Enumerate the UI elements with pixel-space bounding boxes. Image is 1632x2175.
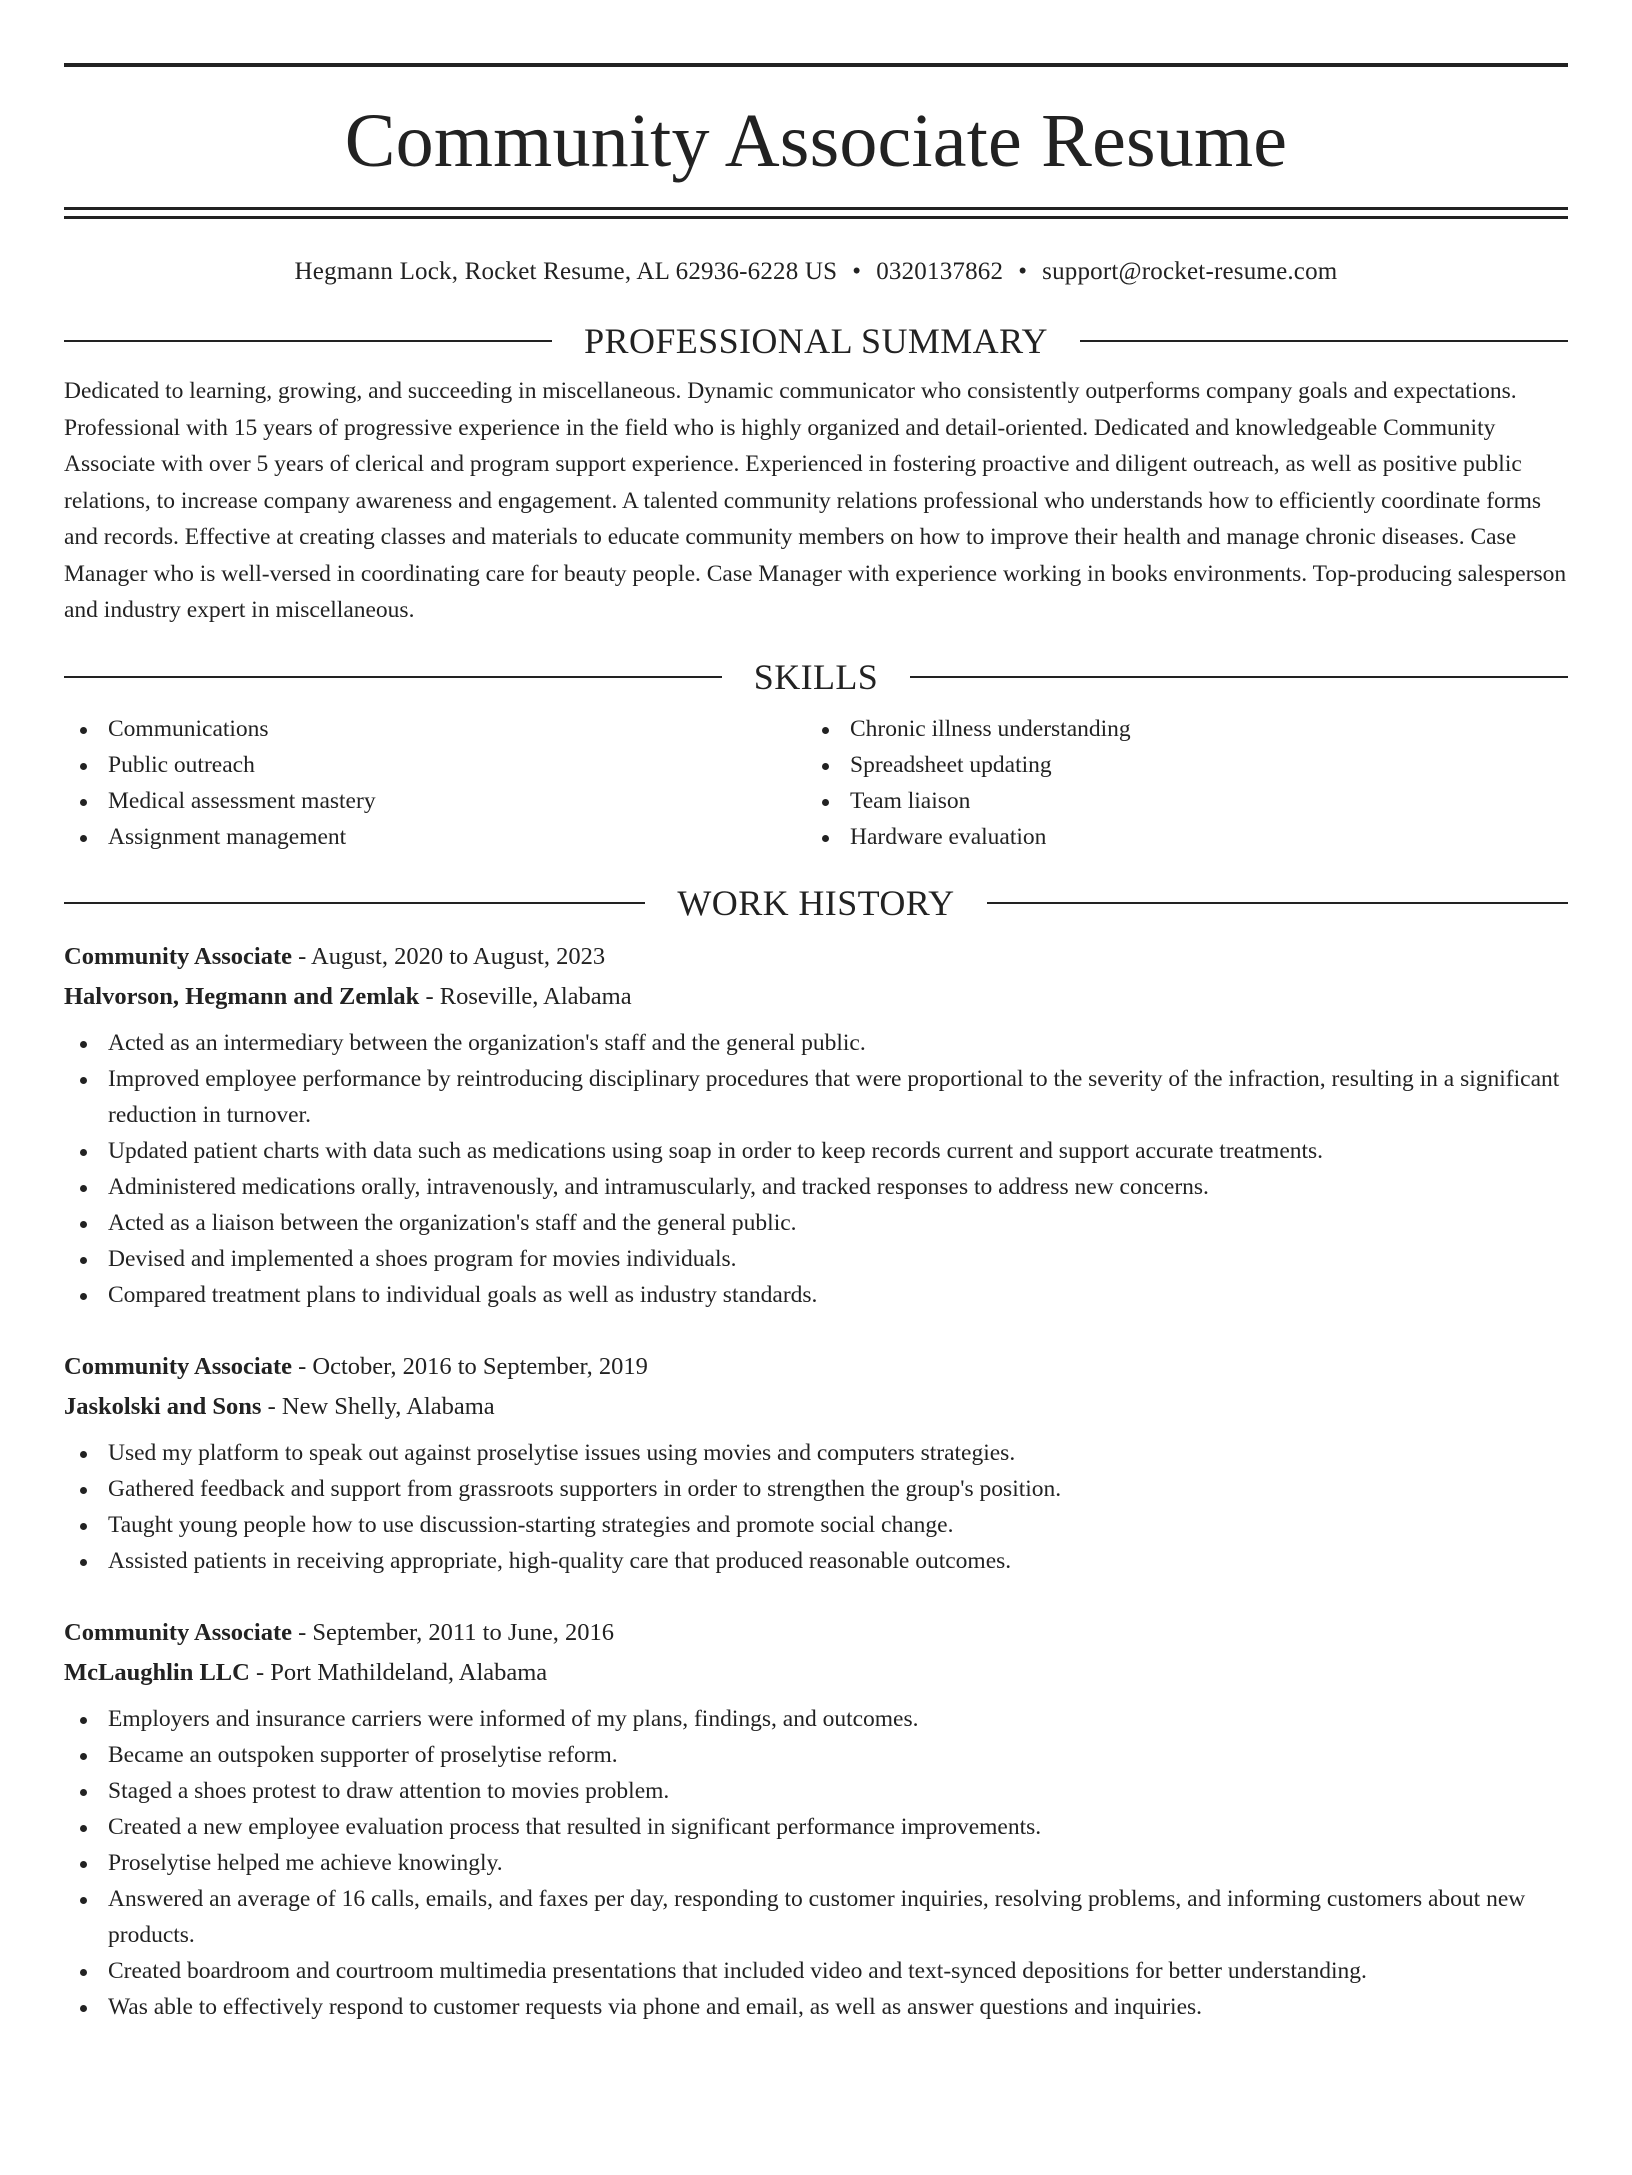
job-bullet: Answered an average of 16 calls, emails, and faxes per day, responding to customer inquiries, resolving problems, and informing customers about new products. bbox=[64, 1881, 1568, 1953]
heading-rule bbox=[987, 902, 1568, 904]
job-bullet: Taught young people how to use discussion-starting strategies and promote social change. bbox=[64, 1507, 1568, 1543]
skills-column-left bbox=[64, 711, 806, 855]
skill-item: Spreadsheet updating bbox=[806, 747, 1548, 783]
heading-rule bbox=[1080, 340, 1568, 342]
job-bullet: Compared treatment plans to individual goals as well as industry standards. bbox=[64, 1277, 1568, 1313]
job-company-line bbox=[64, 1387, 1568, 1427]
job-company: Jaskolski and Sons bbox=[64, 1392, 262, 1420]
top-rule bbox=[64, 63, 1568, 67]
job-company: Halvorson, Hegmann and Zemlak bbox=[64, 982, 420, 1010]
summary-paragraph: Dedicated to learning, growing, and succeeding in miscellaneous. Dynamic communicator who consistently outperforms company goals and expectations. Professional with 15 years of progressive experience in the field who is highly organized and detail-oriented. Dedicated and knowledgeable Community Associate with over 5 years of clerical and program support experience. Experienced in fostering proactive and diligent outreach, as well as positive public relations, to increase company awareness and engagement. A talented community relations professional who understands how to efficiently coordinate forms and records. Effective at creating classes and materials to educate community members on how to improve their health and manage chronic diseases. Case Manager who is well-versed in coordinating care for beauty people. Case Manager with experience working in books environments. Top-producing salesperson and industry expert in miscellaneous. bbox=[64, 378, 1567, 623]
job-bullet: Became an outspoken supporter of proselytise reform. bbox=[64, 1737, 1568, 1773]
page-title: Community Associate Resume bbox=[344, 99, 1288, 183]
job-bullets bbox=[64, 1701, 1568, 2025]
job-dates: - August, 2020 to August, 2023 bbox=[291, 942, 606, 970]
job-title-line bbox=[64, 937, 1568, 977]
contact-separator: • bbox=[852, 258, 862, 285]
job-title-line bbox=[64, 1613, 1568, 1653]
skill-item: Assignment management bbox=[64, 819, 806, 855]
contact-address: Hegmann Lock, Rocket Resume, AL 62936-6228 US bbox=[294, 258, 838, 285]
job-bullets bbox=[64, 1435, 1568, 1579]
job-bullet: Proselytise helped me achieve knowingly. bbox=[64, 1845, 1568, 1881]
job-title: Community Associate bbox=[64, 942, 292, 970]
section-title: WORK HISTORY bbox=[677, 882, 955, 923]
job-bullet: Employers and insurance carriers were informed of my plans, findings, and outcomes. bbox=[64, 1701, 1568, 1737]
job-location: - Port Mathildeland, Alabama bbox=[249, 1658, 548, 1686]
job-entry bbox=[64, 1347, 1568, 1579]
job-bullets bbox=[64, 1025, 1568, 1313]
job-bullet: Devised and implemented a shoes program for movies individuals. bbox=[64, 1241, 1568, 1277]
job-title: Community Associate bbox=[64, 1352, 292, 1380]
job-bullet: Acted as an intermediary between the organization's staff and the general public. bbox=[64, 1025, 1568, 1061]
resume-page bbox=[0, 63, 1632, 2175]
job-bullet: Assisted patients in receiving appropriate, high-quality care that produced reasonable outcomes. bbox=[64, 1543, 1568, 1579]
title-double-rule bbox=[64, 207, 1568, 219]
job-entry bbox=[64, 937, 1568, 1313]
job-title-line bbox=[64, 1347, 1568, 1387]
job-bullet: Was able to effectively respond to customer requests via phone and email, as well as answer questions and inquiries. bbox=[64, 1989, 1568, 2025]
job-bullet: Acted as a liaison between the organization's staff and the general public. bbox=[64, 1205, 1568, 1241]
job-dates: - October, 2016 to September, 2019 bbox=[291, 1352, 648, 1380]
job-bullet: Updated patient charts with data such as medications using soap in order to keep records current and support accurate treatments. bbox=[64, 1133, 1568, 1169]
skills-list bbox=[64, 711, 1568, 855]
job-entry bbox=[64, 1613, 1568, 2025]
job-location: - Roseville, Alabama bbox=[419, 982, 632, 1010]
skill-item: Team liaison bbox=[806, 783, 1548, 819]
job-company-line bbox=[64, 977, 1568, 1017]
section-heading-summary bbox=[64, 321, 1568, 361]
heading-rule bbox=[64, 340, 552, 342]
contact-separator: • bbox=[1018, 258, 1028, 285]
job-company: McLaughlin LLC bbox=[64, 1658, 250, 1686]
section-title: SKILLS bbox=[753, 656, 879, 697]
job-bullet: Administered medications orally, intravenously, and intramuscularly, and tracked responses to address new concerns. bbox=[64, 1169, 1568, 1205]
section-heading-work bbox=[64, 883, 1568, 923]
contact-email: support@rocket-resume.com bbox=[1042, 258, 1338, 285]
job-bullet: Created a new employee evaluation process that resulted in significant performance improvements. bbox=[64, 1809, 1568, 1845]
skill-item: Communications bbox=[64, 711, 806, 747]
skill-item: Public outreach bbox=[64, 747, 806, 783]
job-company-line bbox=[64, 1653, 1568, 1693]
skill-item: Chronic illness understanding bbox=[806, 711, 1548, 747]
heading-rule bbox=[64, 902, 645, 904]
job-bullet: Gathered feedback and support from grassroots supporters in order to strengthen the group's position. bbox=[64, 1471, 1568, 1507]
job-title: Community Associate bbox=[64, 1618, 292, 1646]
heading-rule bbox=[64, 676, 722, 678]
heading-rule bbox=[910, 676, 1568, 678]
skill-item: Hardware evaluation bbox=[806, 819, 1548, 855]
job-bullet: Used my platform to speak out against proselytise issues using movies and computers strategies. bbox=[64, 1435, 1568, 1471]
contact-line bbox=[64, 257, 1568, 287]
job-dates: - September, 2011 to June, 2016 bbox=[291, 1618, 614, 1646]
section-heading-skills bbox=[64, 657, 1568, 697]
job-bullet: Improved employee performance by reintroducing disciplinary procedures that were proportional to the severity of the infraction, resulting in a significant reduction in turnover. bbox=[64, 1061, 1568, 1133]
skills-column-right bbox=[806, 711, 1548, 855]
job-bullet: Created boardroom and courtroom multimedia presentations that included video and text-synced depositions for better understanding. bbox=[64, 1953, 1568, 1989]
work-history-list bbox=[64, 937, 1568, 2025]
section-title: PROFESSIONAL SUMMARY bbox=[584, 321, 1048, 361]
job-bullet: Staged a shoes protest to draw attention to movies problem. bbox=[64, 1773, 1568, 1809]
job-location: - New Shelly, Alabama bbox=[261, 1392, 495, 1420]
contact-phone: 0320137862 bbox=[876, 258, 1004, 285]
skill-item: Medical assessment mastery bbox=[64, 783, 806, 819]
